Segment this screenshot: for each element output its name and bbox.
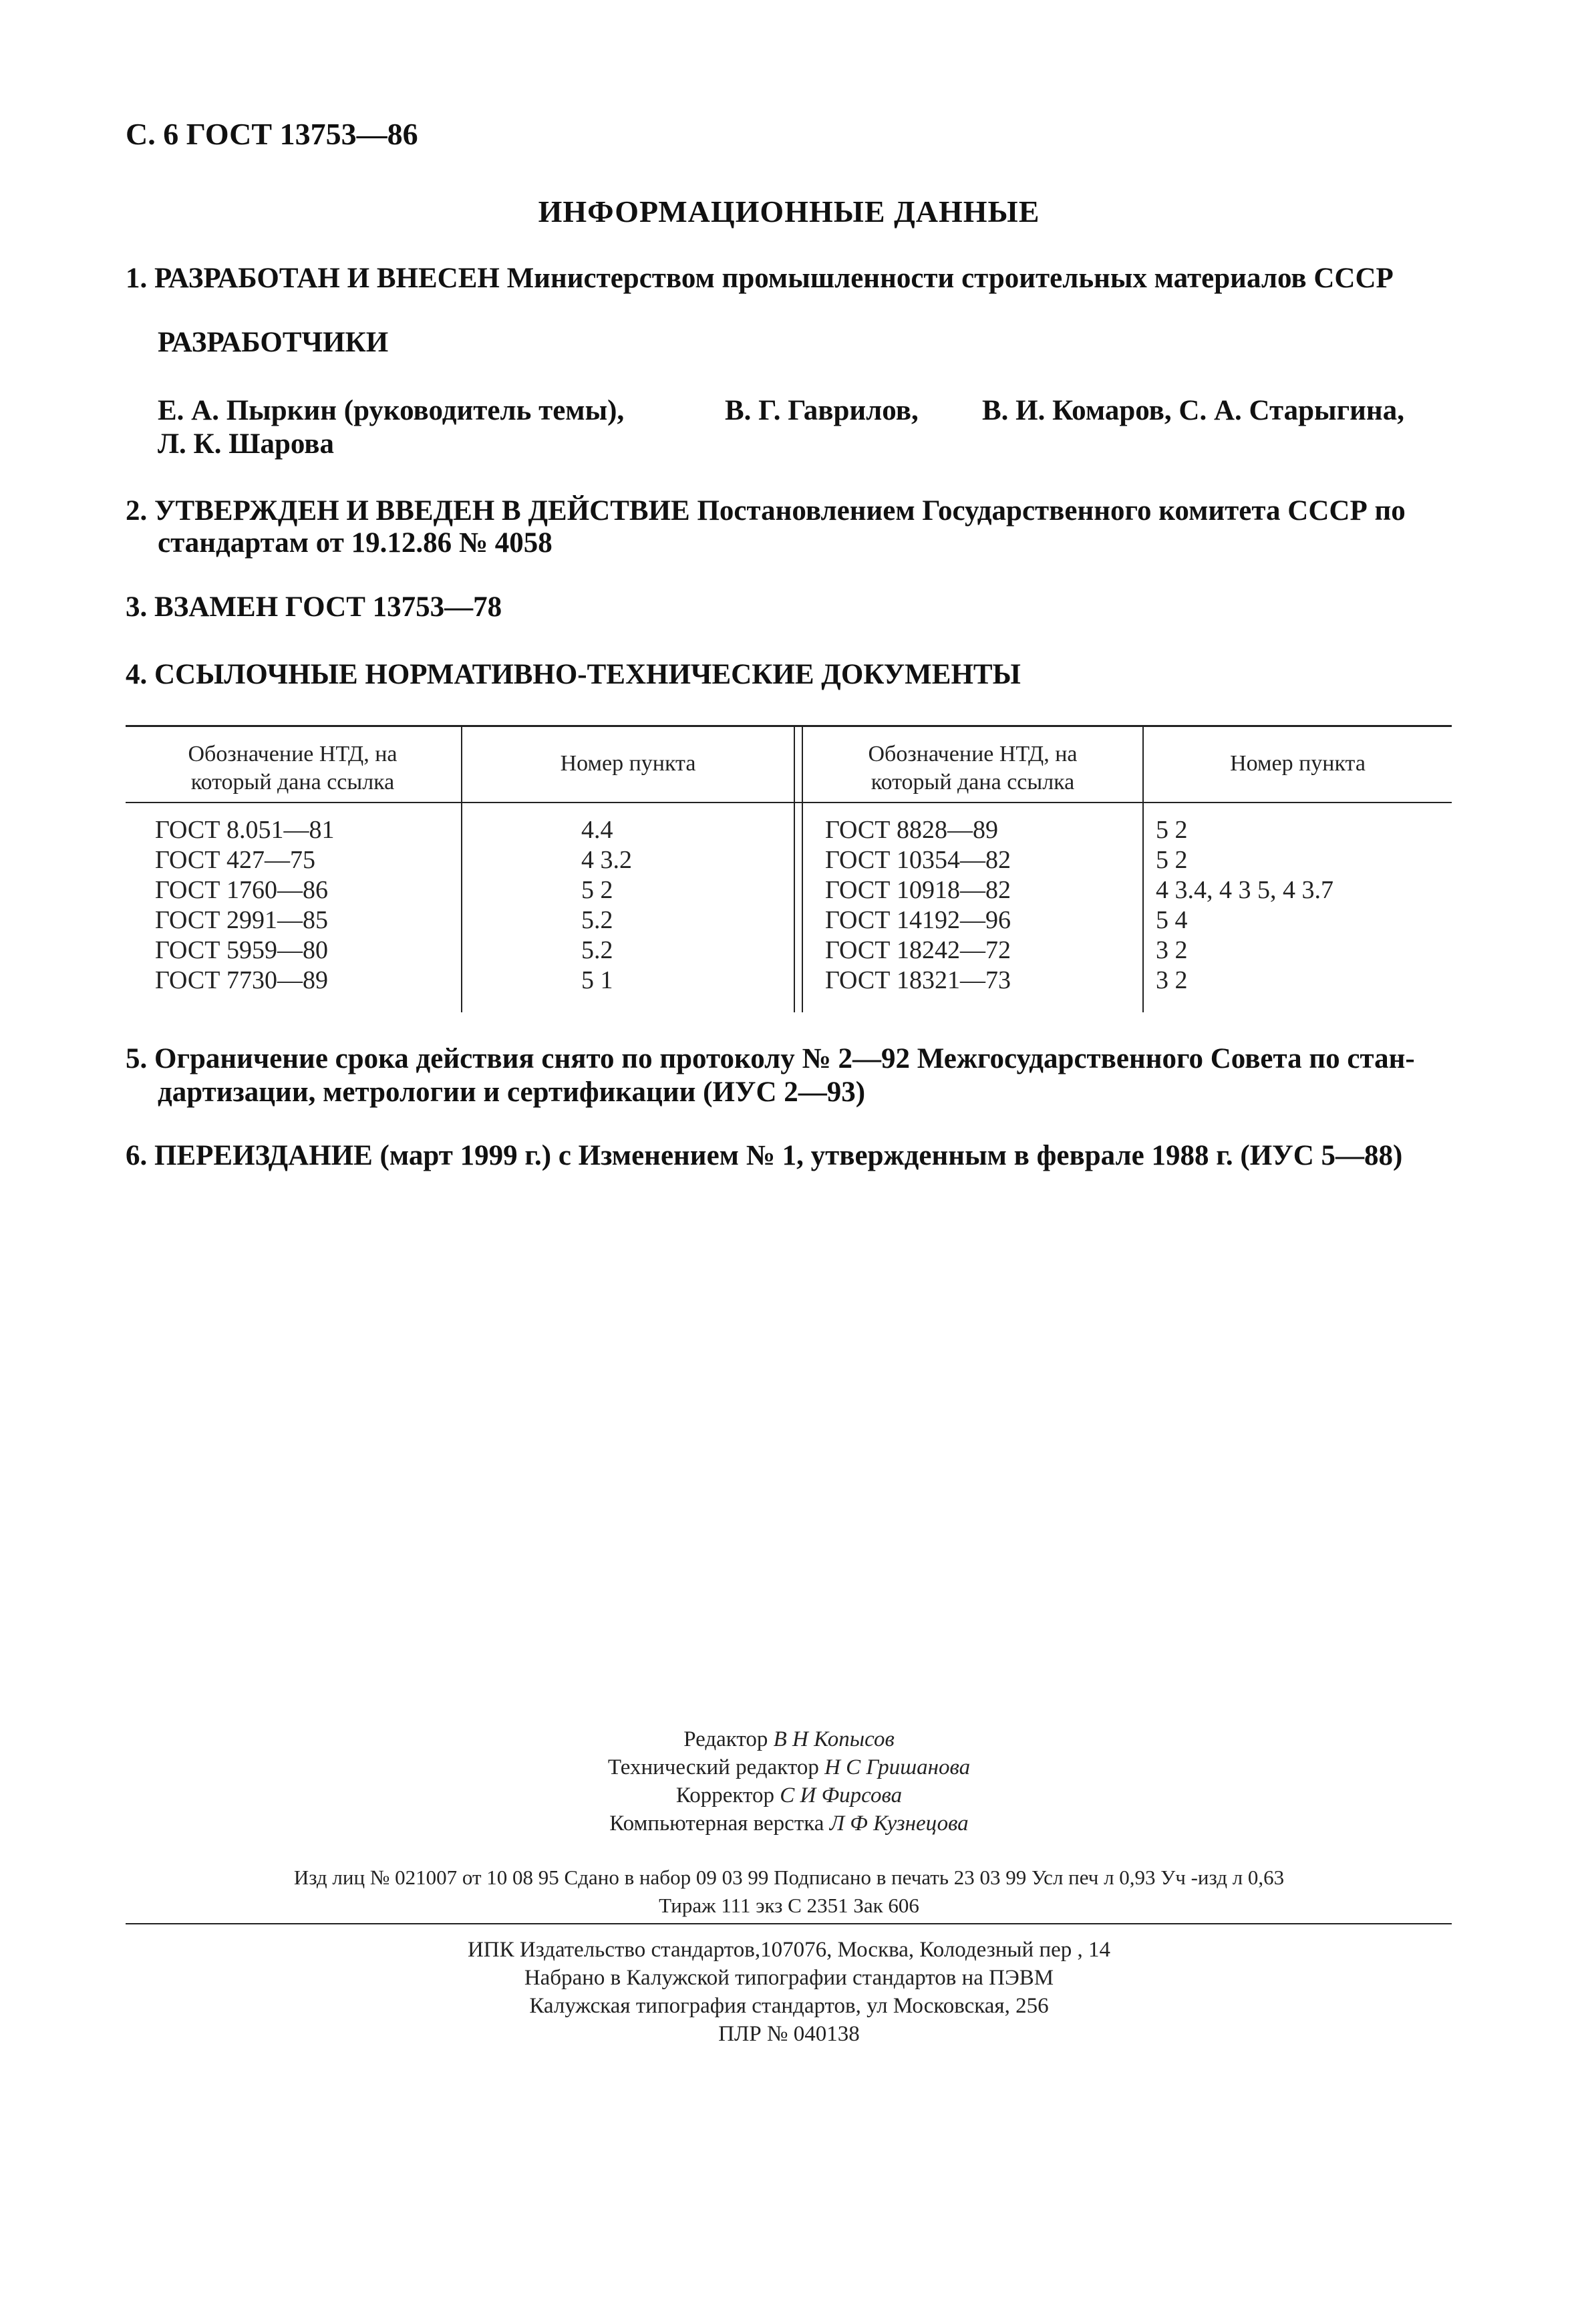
- item-6: 6. ПЕРЕИЗДАНИЕ (март 1999 г.) с Изменением № 1, утвержденным в феврале 1988 г. (ИУС 5—88): [126, 1140, 1403, 1171]
- publisher-address: ИПК Издательство стандартов,107076, Москва, Колодезный пер , 14: [467, 1938, 1111, 1962]
- table-row-left-4-doc: ГОСТ 2991—85: [155, 906, 328, 934]
- table-row-left-4-point: 5.2: [581, 906, 613, 934]
- table-top-rule: [126, 725, 1452, 727]
- printer-address: Калужская типография стандартов, ул Московская, 256: [529, 1994, 1049, 2018]
- table-row-right-6-doc: ГОСТ 18321—73: [825, 966, 1011, 994]
- page-reference: С. 6 ГОСТ 13753—86: [126, 117, 418, 151]
- table-row-right-4-point: 5 4: [1156, 906, 1188, 934]
- colophon-layout: [0, 1811, 1578, 1836]
- table-row-left-5-point: 5.2: [581, 936, 613, 964]
- table-row-right-1-point: 5 2: [1156, 816, 1188, 844]
- header-doc-left-line2: который дана ссылка: [190, 770, 395, 794]
- table-row-right-3-doc: ГОСТ 10918—82: [825, 876, 1011, 904]
- colophon-divider: [126, 1923, 1452, 1924]
- item-4: 4. ССЫЛОЧНЫЕ НОРМАТИВНО-ТЕХНИЧЕСКИЕ ДОКУМЕНТЫ: [126, 659, 1021, 690]
- item-1: [126, 262, 1394, 295]
- table-row-left-1-point: 4.4: [581, 816, 613, 844]
- item-2-text-cont: стандартам от 19.12.86 № 4058: [158, 527, 553, 559]
- table-row-right-3-point: 4 3.4, 4 3 5, 4 3.7: [1156, 876, 1333, 904]
- table-header-rule: [126, 802, 1452, 803]
- editor-role: Редактор: [683, 1727, 768, 1751]
- item-1-label: 1. РАЗРАБОТАН И ВНЕСЕН: [126, 263, 500, 294]
- table-row-left-3-doc: ГОСТ 1760—86: [155, 876, 328, 904]
- header-doc-left-line1: Обозначение НТД, на: [188, 742, 398, 766]
- item-5-line-1: 5. Ограничение срока действия снято по протоколу № 2—92 Межгосударственного Совета по стан-: [126, 1043, 1415, 1074]
- tech-editor-role: Технический редактор: [607, 1755, 819, 1779]
- table-row-left-6-doc: ГОСТ 7730—89: [155, 966, 328, 994]
- publication-details-line-2: Тираж 111 экз С 2351 Зак 606: [659, 1894, 919, 1917]
- table-row-right-5-doc: ГОСТ 18242—72: [825, 936, 1011, 964]
- header-doc-right-line1: Обозначение НТД, на: [868, 742, 1078, 766]
- typeset-info: Набрано в Калужской типографии стандартов на ПЭВМ: [524, 1966, 1054, 1990]
- layout-name: Л Ф Кузнецова: [829, 1811, 969, 1836]
- editor-name: В Н Копысов: [773, 1727, 895, 1751]
- layout-role: Компьютерная верстка: [609, 1811, 824, 1836]
- table-row-left-1-doc: ГОСТ 8.051—81: [155, 816, 335, 844]
- item-5-line-2: дартизации, метрологии и сертификации (ИУС 2—93): [158, 1076, 866, 1108]
- header-point-left: Номер пункта: [560, 751, 696, 776]
- item-1-text: Министерством промышленности строительных материалов СССР: [506, 263, 1394, 294]
- table-row-right-6-point: 3 2: [1156, 966, 1188, 994]
- item-2-label: 2. УТВЕРЖДЕН И ВВЕДЕН В ДЕЙСТВИЕ: [126, 495, 690, 527]
- table-col-divider-2a: [794, 725, 795, 1012]
- table-row-right-4-doc: ГОСТ 14192—96: [825, 906, 1011, 934]
- item-3: 3. ВЗАМЕН ГОСТ 13753—78: [126, 591, 502, 623]
- corrector-name: С И Фирсова: [780, 1783, 903, 1807]
- table-row-right-5-point: 3 2: [1156, 936, 1188, 964]
- table-row-left-3-point: 5 2: [581, 876, 613, 904]
- colophon-corrector: [0, 1783, 1578, 1808]
- developers-line-1c: В. И. Комаров, С. А. Старыгина,: [982, 395, 1404, 426]
- tech-editor-name: Н С Гришанова: [824, 1755, 971, 1779]
- item-2: [126, 494, 1406, 527]
- table-row-right-2-doc: ГОСТ 10354—82: [825, 846, 1011, 874]
- header-doc-left: [126, 740, 460, 796]
- developers-line-2: Л. К. Шарова: [158, 428, 335, 460]
- header-doc-right-line2: который дана ссылка: [871, 770, 1075, 794]
- colophon-tech-editor: [0, 1755, 1578, 1780]
- header-point-right: Номер пункта: [1230, 751, 1366, 776]
- developers-line-1a: Е. А. Пыркин (руководитель темы),: [158, 395, 625, 426]
- corrector-role: Корректор: [675, 1783, 775, 1807]
- table-row-left-2-doc: ГОСТ 427—75: [155, 846, 315, 874]
- publication-details-line-1: Изд лиц № 021007 от 10 08 95 Сдано в набор 09 03 99 Подписано в печать 23 03 99 Усл печ л 0,93 Уч -изд л 0,63: [293, 1866, 1285, 1889]
- developers-line-1b: В. Г. Гаврилов,: [725, 395, 919, 426]
- colophon-editor: [0, 1727, 1578, 1752]
- document-title: ИНФОРМАЦИОННЫЕ ДАННЫЕ: [538, 194, 1040, 229]
- table-row-left-6-point: 5 1: [581, 966, 613, 994]
- plr-number: ПЛР № 040138: [718, 2022, 860, 2046]
- item-2-text: Постановлением Государственного комитета СССР по: [697, 495, 1406, 527]
- table-row-left-5-doc: ГОСТ 5959—80: [155, 936, 328, 964]
- table-row-left-2-point: 4 3.2: [581, 846, 632, 874]
- header-doc-right: [803, 740, 1142, 796]
- developers-label: РАЗРАБОТЧИКИ: [158, 327, 389, 358]
- table-row-right-2-point: 5 2: [1156, 846, 1188, 874]
- table-row-right-1-doc: ГОСТ 8828—89: [825, 816, 998, 844]
